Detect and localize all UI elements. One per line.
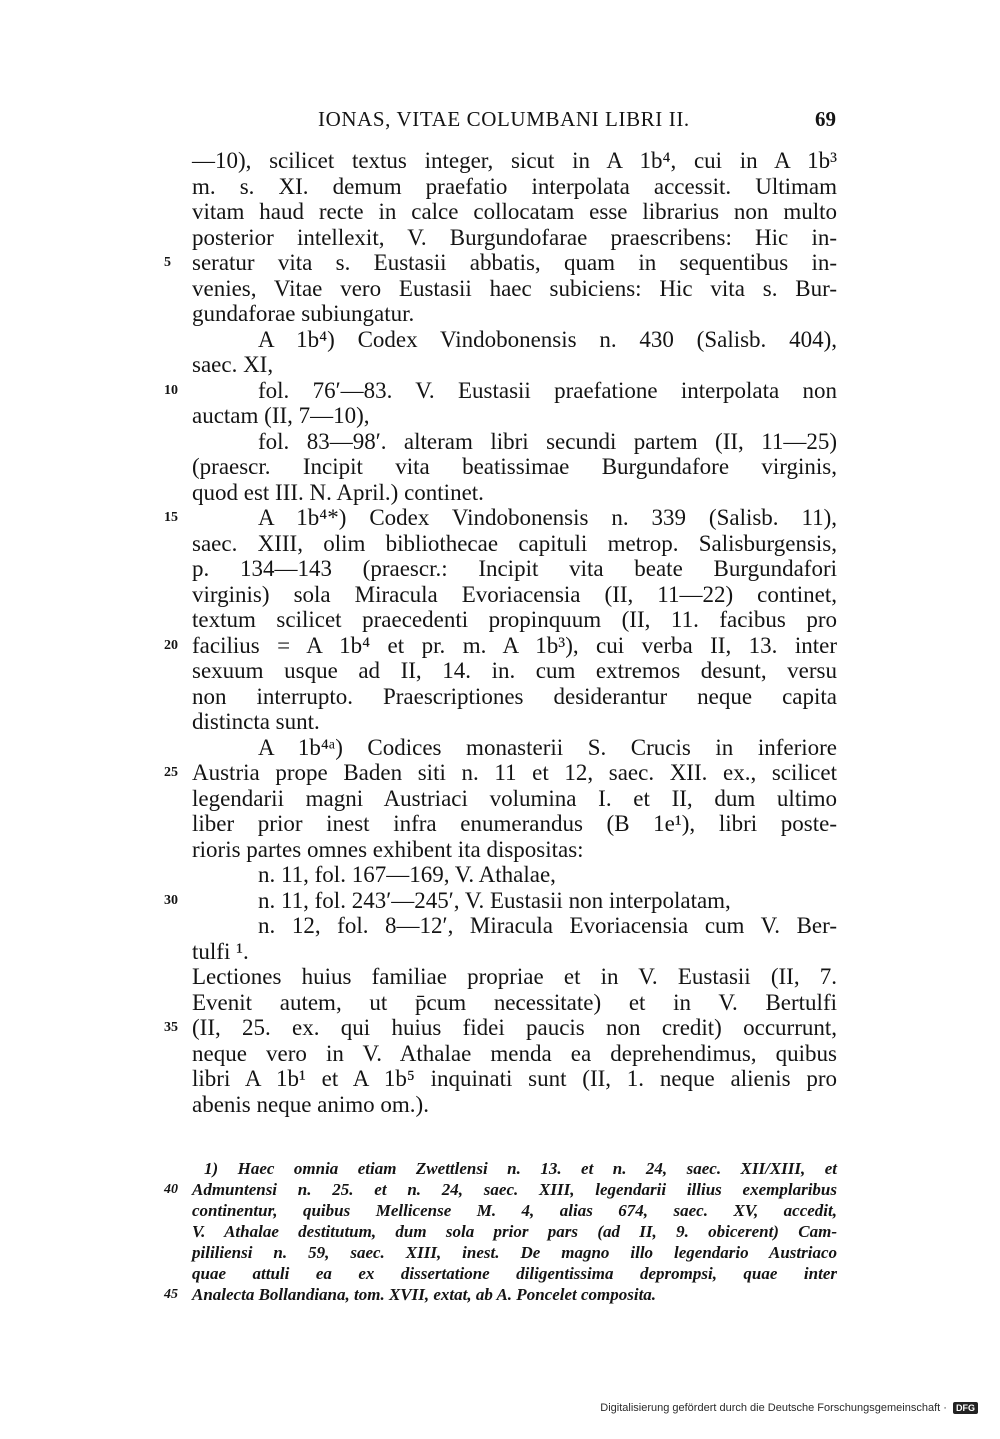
line-text: continentur, quibus Mellicense M. 4, alias 674, saec. XV, accedit, (192, 1201, 837, 1220)
text-line (192, 429, 837, 455)
text-line (192, 480, 837, 506)
text-line (164, 250, 837, 276)
footnote-line (192, 1263, 837, 1284)
footnote-line (192, 1242, 837, 1263)
text-line (192, 837, 837, 863)
text-line (192, 913, 837, 939)
footnote-line (192, 1221, 837, 1242)
line-number: 35 (164, 1020, 178, 1035)
line-text: virginis) sola Miracula Evoriacensia (II, 11—22) continet, (192, 581, 837, 607)
line-text: Admuntensi n. 25. et n. 24, saec. XIII, legendarii illius exemplaribus (192, 1180, 837, 1199)
line-number: 30 (164, 892, 178, 908)
line-text: saec. XIII, olim bibliothecae capituli metrop. Salisburgensis, (192, 530, 837, 556)
text-line (192, 786, 837, 812)
line-text: p. 134—143 (praescr.: Incipit vita beate Burgundafori (192, 556, 837, 581)
line-text: —10), scilicet textus integer, sicut in A 1b⁴, cui in A 1b³ (192, 148, 837, 173)
line-text: textum scilicet praecedenti propinquum (II, 11. facibus pro (192, 607, 837, 632)
text-line (164, 505, 837, 531)
footnotes (164, 1158, 837, 1305)
footnote-line (164, 1284, 837, 1305)
line-text: A 1b⁴) Codex Vindobonensis n. 430 (Salisb. 404), (258, 326, 837, 352)
text-line (164, 632, 837, 659)
text-line (192, 684, 837, 710)
text-line (192, 607, 837, 633)
text-line (192, 148, 837, 174)
line-text: Evenit autem, ut p̄cum necessitate) et in V. Bertulfi (192, 989, 837, 1015)
text-line (192, 174, 837, 200)
text-line (164, 887, 837, 914)
text-line (192, 939, 837, 965)
page-header (0, 104, 1000, 134)
line-text: liber prior inest infra enumerandus (B 1e¹), libri poste- (192, 811, 837, 836)
line-text: Analecta Bollandiana, tom. XVII, extat, ab A. Poncelet composita. (192, 1285, 657, 1304)
line-text: saec. XI, (192, 352, 274, 377)
line-number: 20 (164, 637, 178, 653)
text-line (192, 990, 837, 1016)
line-text: m. s. XI. demum praefatio interpolata accessit. Ultimam (192, 173, 837, 199)
line-text: sexuum usque ad II, 14. in. cum extremos desunt, versu (192, 658, 837, 683)
footnote-line (192, 1200, 837, 1221)
main-text (164, 148, 837, 1117)
line-text: tulfi ¹. (192, 938, 249, 964)
text-line (192, 1066, 837, 1092)
footnote-line (164, 1179, 837, 1200)
text-line (192, 862, 837, 888)
text-line (192, 1092, 837, 1118)
credit-text: Digitalisierung gefördert durch die Deutsche Forschungsgemeinschaft · (600, 1401, 947, 1414)
line-text: distincta sunt. (192, 709, 320, 734)
line-number: 45 (164, 1287, 178, 1302)
text-line (164, 377, 837, 404)
line-text: (praescr. Incipit vita beatissimae Burgundafore virginis, (192, 454, 837, 479)
line-text: gundaforae subiungatur. (192, 301, 415, 326)
text-line (192, 531, 837, 557)
line-text: A 1b⁴*) Codex Vindobonensis n. 339 (Salisb. 11), (258, 505, 837, 530)
text-line (192, 709, 837, 735)
page-number: 69 (815, 107, 836, 131)
line-text: auctam (II, 7—10), (192, 403, 370, 428)
line-text: pililiensi n. 59, saec. XIII, inest. De magno illo legendario Austriaco (192, 1243, 837, 1262)
text-line (192, 199, 837, 225)
text-line (192, 327, 837, 353)
line-text: rioris partes omnes exhibent ita dispositas: (192, 836, 584, 862)
line-text: n. 12, fol. 8—12′, Miracula Evoriacensia cum V. Ber- (258, 913, 837, 938)
text-line (192, 225, 837, 251)
text-line (192, 735, 837, 761)
text-line (164, 760, 837, 786)
line-text: fol. 83—98′. alteram libri secundi partem (II, 11—25) (258, 428, 837, 454)
line-text: vitam haud recte in calce collocatam esse librarius non multo (192, 199, 837, 224)
line-number: 10 (164, 382, 178, 398)
line-number: 25 (164, 765, 178, 780)
line-text: neque vero in V. Athalae menda ea deprehendimus, quibus (192, 1040, 837, 1066)
line-text: (II, 25. ex. qui huius fidei paucis non credit) occurrunt, (192, 1015, 837, 1040)
text-line (192, 658, 837, 684)
line-text: abenis neque animo om.). (192, 1091, 429, 1117)
text-line (192, 403, 837, 429)
text-line (192, 1041, 837, 1067)
digitization-credit (600, 1402, 978, 1414)
line-text: non interrupto. Praescriptiones desiderantur neque capita (192, 683, 837, 709)
line-text: Austria prope Baden siti n. 11 et 12, saec. XII. ex., scilicet (192, 760, 837, 785)
text-line (192, 582, 837, 608)
line-text: fol. 76′—83. V. Eustasii praefatione interpolata non (258, 377, 837, 403)
line-text: 1) Haec omnia etiam Zwettlensi n. 13. et n. 24, saec. XII/XIII, et (204, 1159, 837, 1178)
footnote-line (192, 1158, 837, 1179)
line-text: quae attuli ea ex dissertatione diligentissima deprompsi, quae inter (192, 1264, 837, 1283)
line-text: A 1b⁴ᵃ) Codices monasterii S. Crucis in inferiore (258, 734, 837, 760)
line-text: quod est III. N. April.) continet. (192, 479, 484, 505)
line-text: Lectiones huius familiae propriae et in V. Eustasii (II, 7. (192, 964, 837, 989)
line-number: 15 (164, 510, 178, 525)
line-text: posterior intellexit, V. Burgundofarae praescribens: Hic in- (192, 224, 837, 250)
text-line (192, 964, 837, 990)
line-text: n. 11, fol. 167—169, V. Athalae, (258, 862, 556, 887)
line-number: 5 (164, 255, 171, 270)
running-title: IONAS, VITAE COLUMBANI LIBRI II. (318, 107, 690, 131)
text-line (192, 352, 837, 378)
text-line (192, 454, 837, 480)
text-line (192, 811, 837, 837)
line-text: facilius = A 1b⁴ et pr. m. A 1b³), cui verba II, 13. inter (192, 632, 837, 658)
dfg-logo: DFG (953, 1402, 978, 1414)
line-text: venies, Vitae vero Eustasii haec subiciens: Hic vita s. Bur- (192, 275, 837, 301)
line-text: V. Athalae destitutum, dum sola prior pars (ad II, 9. obicerent) Cam- (192, 1222, 837, 1241)
line-text: n. 11, fol. 243′—245′, V. Eustasii non interpolatam, (258, 887, 731, 913)
line-text: legendarii magni Austriaci volumina I. et II, dum ultimo (192, 785, 837, 811)
text-line (192, 276, 837, 302)
line-text: seratur vita s. Eustasii abbatis, quam in sequentibus in- (192, 250, 837, 275)
text-line (192, 301, 837, 327)
text-line (164, 1015, 837, 1041)
text-line (192, 556, 837, 582)
line-text: libri A 1b¹ et A 1b⁵ inquinati sunt (II, 1. neque alienis pro (192, 1066, 837, 1091)
line-number: 40 (164, 1182, 178, 1197)
